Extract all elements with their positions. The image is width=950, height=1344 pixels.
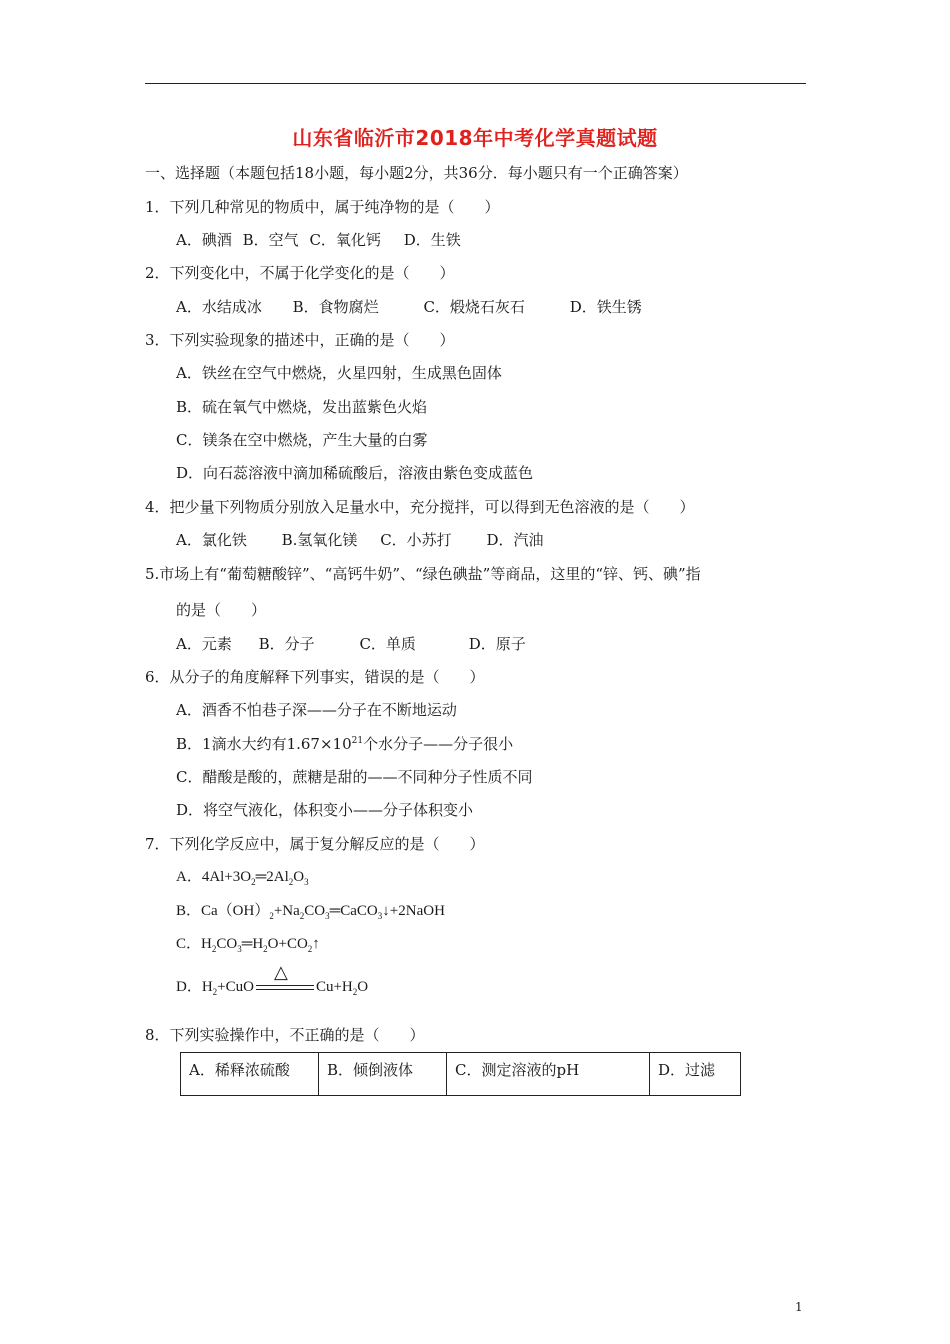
question-6-stem: 6．从分子的角度解释下列事实，错误的是（ ） [145,668,485,686]
delta-icon: △ [273,962,288,983]
question-5-options [176,634,526,654]
option: C．小苏打 [380,531,452,549]
formula-part: ↓+2NaOH [382,903,445,919]
option [176,901,445,921]
option: A．酒香不怕巷子深——分子在不断地运动 [176,701,457,719]
table-row [181,1053,741,1096]
option [176,934,320,954]
question-4-stem: 4．把少量下列物质分别放入足量水中，充分搅拌，可以得到无色溶液的是（ ） [145,498,695,516]
formula-part: +Na [273,903,300,919]
formula-part: B．Ca（OH） [176,903,270,919]
formula-part: O [357,979,369,995]
option: B．空气 [242,231,299,249]
question-2-stem: 2．下列变化中，不属于化学变化的是（ ） [145,264,455,282]
option: D．铁生锈 [569,298,642,316]
page-title: 山东省临沂市2018年中考化学真题试题 [292,126,658,150]
question-8-stem: 8．下列实验操作中，不正确的是（ ） [145,1026,425,1044]
question-5-stem-cont: 的是（ ） [176,601,267,619]
option: C．镁条在空中燃烧，产生大量的白雾 [176,431,428,449]
formula-part: +CuO [217,979,254,995]
formula-part: CO [304,903,326,919]
exponent: 21 [351,736,364,746]
question-1-stem: 1．下列几种常见的物质中，属于纯净物的是（ ） [145,198,500,216]
table-cell: A．稀释浓硫酸 [181,1053,319,1096]
option: A．水结成冰 [176,298,262,316]
subscript: 3 [377,911,383,921]
option-text: B．1滴水大约有1.67×10 [176,735,352,753]
question-7-stem: 7．下列化学反应中，属于复分解反应的是（ ） [145,835,485,853]
formula-part: O+CO [267,936,308,952]
subscript: 2 [352,987,358,997]
question-3-stem: 3．下列实验现象的描述中，正确的是（ ） [145,331,455,349]
table-cell: B．倾倒液体 [319,1053,447,1096]
heat-condition-sign [254,962,316,997]
page-number: 1 [795,1300,803,1314]
option: D．生铁 [403,231,461,249]
formula-part: O [293,869,305,885]
table-cell: C．测定溶液的pH [447,1053,650,1096]
section-heading: 一、选择题（本题包括18小题，每小题2分，共36分．每小题只有一个正确答案） [145,164,688,182]
option: A．碘酒 [176,231,232,249]
option: D．将空气液化，体积变小——分子体积变小 [176,801,474,819]
subscript: 3 [304,877,309,887]
subscript: 2 [299,911,305,921]
option: A．铁丝在空气中燃烧，火星四射，生成黑色固体 [176,364,502,382]
formula-part: ═H [241,936,264,952]
question-4-options [176,530,544,550]
option: A．元素 [176,635,232,653]
formula-part: A．4Al+3O [176,869,252,885]
subscript: 2 [307,944,313,954]
option: D．原子 [468,635,526,653]
option: B.氢氧化镁 [281,531,358,549]
option: C．氧化钙 [309,231,381,249]
option: C．煅烧石灰石 [423,298,525,316]
option: D．向石蕊溶液中滴加稀硫酸后，溶液由紫色变成蓝色 [176,464,534,482]
option: C．单质 [359,635,416,653]
question-5-stem: 5.市场上有“葡萄糖酸锌”、“高钙牛奶”、“绿色碘盐”等商品，这里的“锌、钙、碘”指 [145,565,701,583]
formula-part: ↑ [312,936,320,952]
subscript: 2 [212,987,218,997]
option [176,734,513,754]
question-8-options-table [180,1052,741,1096]
subscript: 2 [211,944,217,954]
option: B．分子 [258,635,315,653]
question-2-options [176,297,642,317]
option: C．醋酸是酸的，蔗糖是甜的——不同种分子性质不同 [176,768,533,786]
formula-part: D．H [176,979,213,995]
subscript: 2 [269,911,274,921]
option: B．硫在氧气中燃烧，发出蓝紫色火焰 [176,398,428,416]
subscript: 3 [325,911,330,921]
formula-part: ═CaCO [329,903,378,919]
subscript: 2 [288,877,294,887]
subscript: 2 [263,944,268,954]
subscript: 3 [237,944,242,954]
formula-part: CO [216,936,238,952]
option: A．氯化铁 [176,531,247,549]
header-rule [145,83,806,84]
option: B．食物腐烂 [292,298,379,316]
formula-part: ═2Al [255,869,289,885]
question-1-options [176,230,461,250]
subscript: 2 [251,877,256,887]
option [176,867,309,887]
equals-bar [256,985,314,990]
option [176,962,369,997]
table-cell: D．过滤 [650,1053,741,1096]
formula-part: Cu+H [315,979,353,995]
option-text: 个水分子——分子很小 [363,735,514,753]
option: D．汽油 [486,531,544,549]
formula-part: C．H [176,936,212,952]
